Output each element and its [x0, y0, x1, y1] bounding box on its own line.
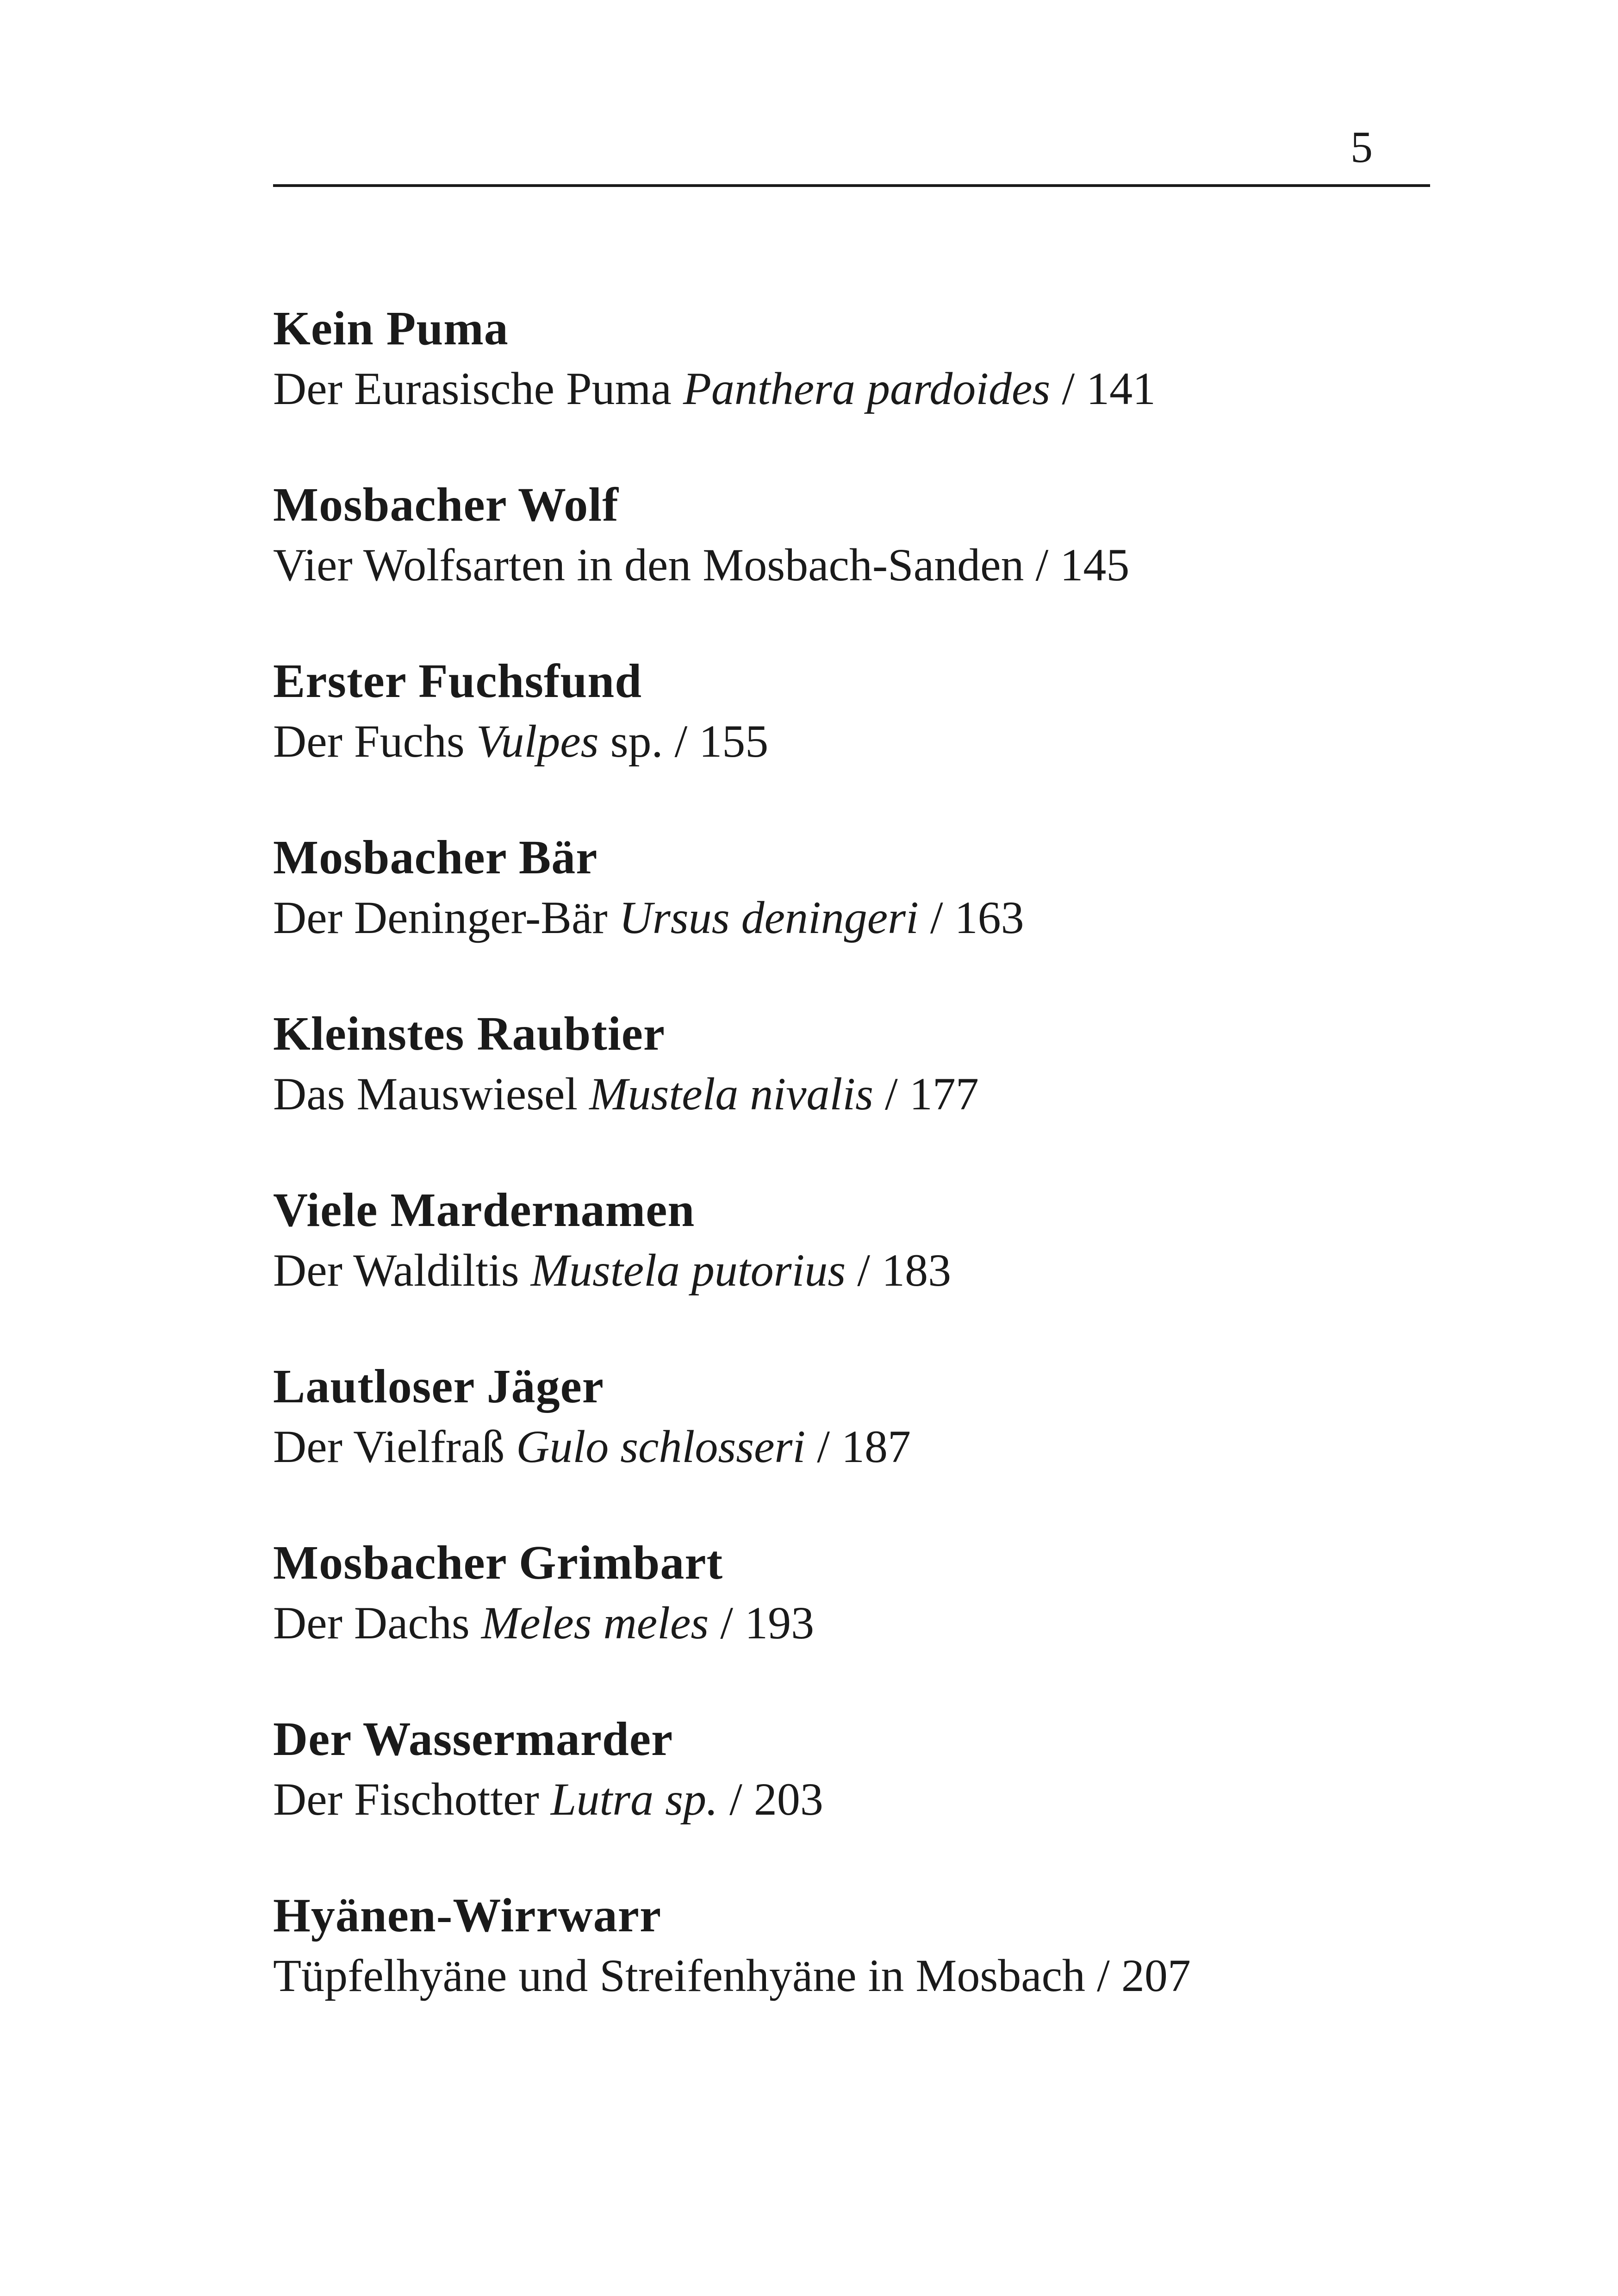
page-reference: / 183: [846, 1244, 952, 1296]
toc-entry-subtitle: [273, 711, 1430, 772]
subtitle-text: Der Dachs: [273, 1597, 481, 1649]
species-name: Gulo schlosseri: [516, 1421, 806, 1472]
subtitle-text: Der Fischotter: [273, 1773, 551, 1825]
header-rule: [273, 184, 1430, 187]
toc-entry[interactable]: [273, 299, 1430, 475]
toc-entry-title: Der Wassermarder: [273, 1712, 673, 1766]
subtitle-text: Der Eurasische Puma: [273, 363, 683, 414]
toc-entry-title: Erster Fuchsfund: [273, 654, 642, 708]
toc-entry-title: Mosbacher Bär: [273, 831, 598, 884]
toc-entry-subtitle: [273, 1417, 1430, 1477]
species-name: Mustela nivalis: [589, 1068, 874, 1120]
page-reference: sp. / 155: [598, 716, 769, 767]
toc-entry[interactable]: [273, 1709, 1430, 1885]
toc-entry-subtitle: [273, 1769, 1430, 1829]
toc-entry-subtitle: [273, 535, 1430, 595]
page-reference: / 177: [873, 1068, 979, 1120]
toc-entry[interactable]: [273, 651, 1430, 828]
subtitle-text: Der Deninger-Bär: [273, 892, 619, 943]
page-number: 5: [1350, 122, 1373, 172]
toc-entry-subtitle: [273, 1240, 1430, 1300]
toc-entry-subtitle: [273, 359, 1430, 419]
species-name: Lutra sp.: [550, 1773, 718, 1825]
species-name: Meles meles: [481, 1597, 709, 1649]
toc-entry-title: Kein Puma: [273, 302, 509, 355]
page-reference: / 141: [1050, 363, 1156, 414]
subtitle-text: Vier Wolfsarten in den Mosbach-Sanden / 145: [273, 539, 1130, 591]
toc-entry-subtitle: [273, 1064, 1430, 1124]
toc-entry[interactable]: [273, 475, 1430, 651]
toc-entry-title: Kleinstes Raubtier: [273, 1007, 666, 1060]
toc-entry[interactable]: [273, 1356, 1430, 1533]
toc-entry-subtitle: [273, 888, 1430, 948]
subtitle-text: Der Vielfraß: [273, 1421, 517, 1472]
toc-entry-subtitle: [273, 1946, 1430, 2006]
toc-entry[interactable]: [273, 1180, 1430, 1356]
toc-entry-title: Viele Mardernamen: [273, 1183, 695, 1237]
page-reference: / 187: [805, 1421, 911, 1472]
toc-entry-title: Mosbacher Wolf: [273, 478, 619, 531]
species-name: Ursus deningeri: [619, 892, 919, 943]
species-name: Mustela putorius: [530, 1244, 846, 1296]
page-reference: / 163: [918, 892, 1024, 943]
toc-entry-title: Lautloser Jäger: [273, 1360, 604, 1413]
toc-entry[interactable]: [273, 1533, 1430, 1709]
species-name: Panthera pardoides: [683, 363, 1051, 414]
toc-entry[interactable]: [273, 1004, 1430, 1180]
subtitle-text: Das Mauswiesel: [273, 1068, 590, 1120]
toc-entry-title: Hyänen-Wirrwarr: [273, 1889, 662, 1942]
page-reference: / 193: [709, 1597, 815, 1649]
toc-entry[interactable]: [273, 1885, 1430, 2062]
subtitle-text: Der Fuchs: [273, 716, 476, 767]
toc-entry[interactable]: [273, 828, 1430, 1004]
toc-entry-title: Mosbacher Grimbart: [273, 1536, 723, 1589]
table-of-contents: [273, 299, 1430, 2062]
subtitle-text: Tüpfelhyäne und Streifenhyäne in Mosbach / 207: [273, 1950, 1191, 2001]
toc-entry-subtitle: [273, 1593, 1430, 1653]
page-reference: / 203: [718, 1773, 823, 1825]
subtitle-text: Der Waldiltis: [273, 1244, 531, 1296]
species-name: Vulpes: [476, 716, 599, 767]
